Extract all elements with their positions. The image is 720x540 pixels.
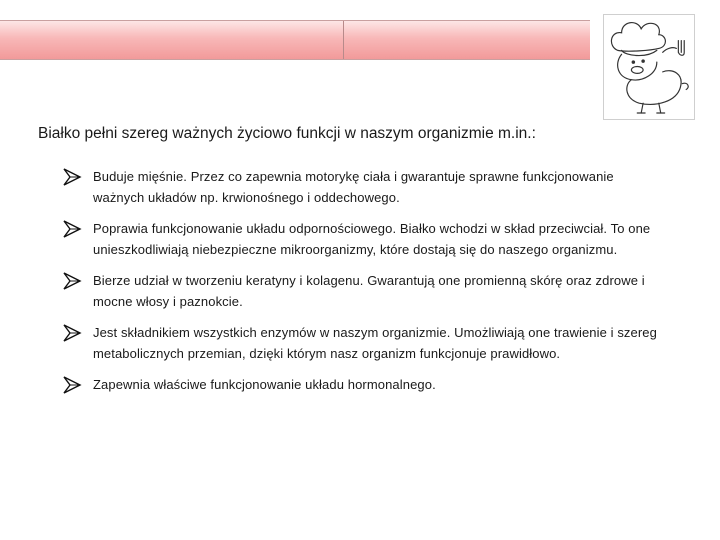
benefits-list — [62, 166, 657, 405]
list-item — [62, 374, 657, 395]
arrow-bullet-icon — [62, 323, 82, 343]
list-item-text: Zapewnia właściwe funkcjonowanie układu hormonalnego. — [93, 377, 436, 392]
banner-segment-left — [0, 21, 344, 59]
list-item-text: Buduje mięśnie. Przez co zapewnia motorykę ciała i gwarantuje sprawne funkcjonowanie ważnych układów np. krwionośnego i oddechowego. — [93, 169, 614, 205]
list-item — [62, 166, 657, 208]
list-item — [62, 218, 657, 260]
arrow-bullet-icon — [62, 167, 82, 187]
arrow-bullet-icon — [62, 219, 82, 239]
list-item — [62, 270, 657, 312]
list-item-text: Bierze udział w tworzeniu keratyny i kolagenu. Gwarantują one promienną skórę oraz zdrowe i mocne włosy i paznokcie. — [93, 273, 645, 309]
list-item — [62, 322, 657, 364]
arrow-bullet-icon — [62, 271, 82, 291]
banner-segment-right — [344, 21, 590, 59]
intro-text: Białko pełni szereg ważnych życiowo funkcji w naszym organizmie m.in.: — [38, 125, 536, 142]
list-item-text: Poprawia funkcjonowanie układu odpornościowego. Białko wchodzi w skład przeciwciał. To one unieszkodliwiają niebezpieczne mikroorganizmy, które dostają się do naszego organizmu. — [93, 221, 651, 257]
chef-pig-logo-icon — [603, 14, 695, 120]
list-item-text: Jest składnikiem wszystkich enzymów w naszym organizmie. Umożliwiają one trawienie i szereg metabolicznych przemian, dzięki którym nasz organizm funkcjonuje prawidłowo. — [93, 325, 657, 361]
arrow-bullet-icon — [62, 375, 82, 395]
header-banner — [0, 20, 590, 60]
